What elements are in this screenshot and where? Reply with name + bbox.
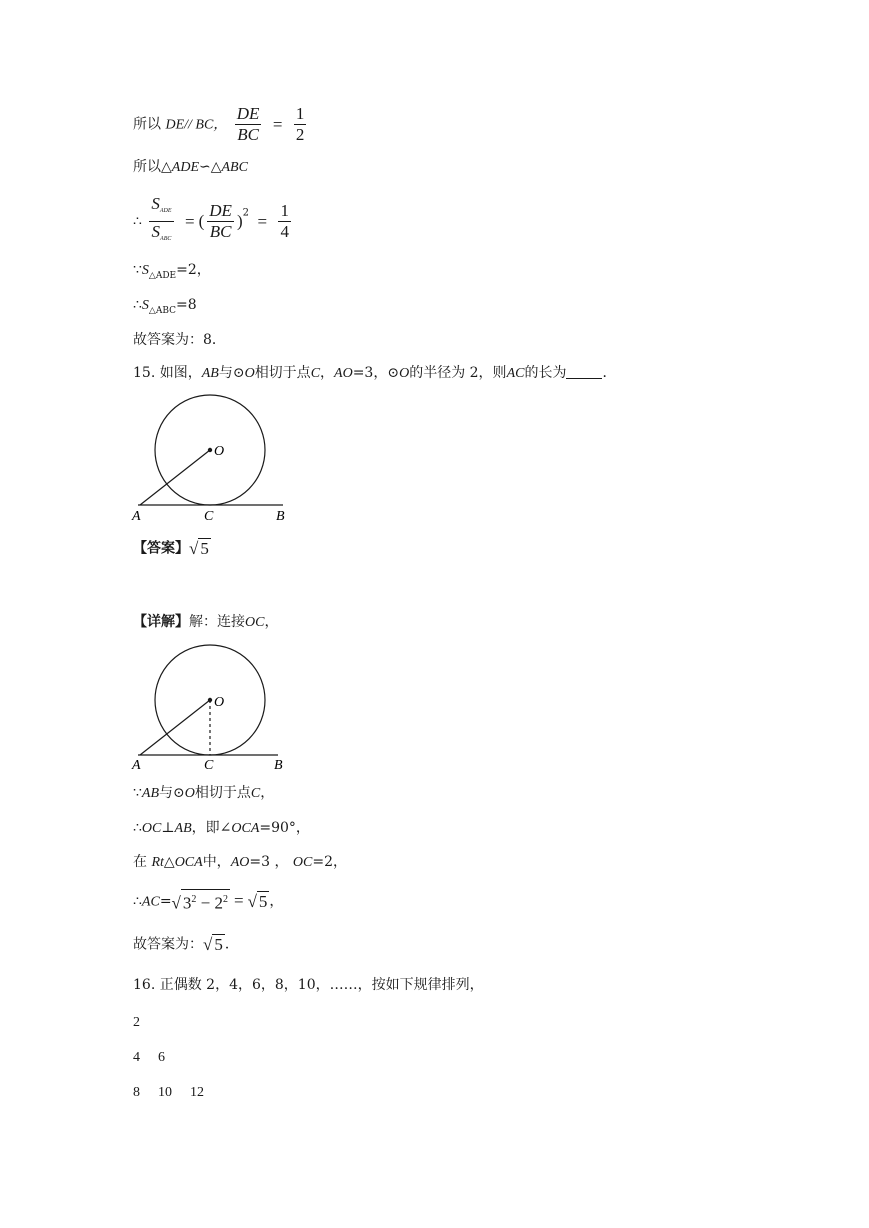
exponent: 2 [242,207,249,219]
figure-circle-tangent-oc [128,643,298,778]
answer-line-8 [133,330,226,350]
exponent: 2 [222,894,228,905]
equals-sign: = [257,211,268,231]
d-text: 在 [133,854,147,870]
center-point [208,698,212,702]
q-var: AB [201,366,219,381]
question-number: 15. [133,365,156,381]
d-text: ， [269,893,284,910]
sqrt-5: √ 5 [203,935,223,954]
label-c: C [204,758,214,773]
d-var: AB [141,786,160,801]
label-a: A [132,509,141,524]
equals-sign: = [272,114,283,134]
label-o: O [214,444,225,459]
detail-line [133,612,278,633]
therefore-sign: ∴ [133,297,142,313]
frac-den: 4 [280,222,289,241]
sqrt-5: √ 5 [189,539,209,558]
detail-label: 【详解】 [133,614,189,630]
radicand [181,889,230,914]
number-cell: 10 [158,1085,172,1100]
statement-similar-triangles [133,157,248,178]
q-var: AO [334,366,353,381]
base-3: 3 [182,893,192,913]
detail-var: OC [245,615,265,630]
detail-step-2 [133,818,310,839]
number-row-2 [133,1047,183,1068]
equals-sign: = [185,211,195,231]
detail-text: 解：连接 [189,614,245,630]
d-var: AC [141,894,160,910]
d-var: OCA [231,821,260,836]
area-sub: △ADE [148,271,177,281]
paren-close: ) [236,211,243,231]
label-b: B [274,758,283,773]
exponent: 2 [191,894,197,905]
q-text: ， [320,365,335,381]
frac-num: 1 [295,104,305,123]
q-text: 相切于点 [254,365,311,381]
q-text: 的长为 [524,365,567,381]
label-o: O [214,695,225,710]
q-var: O [399,366,410,381]
number-row-1 [133,1012,158,1033]
statement-de-parallel-bc [133,104,309,145]
fraction-de-bc [235,104,262,145]
frac-den: BC [237,125,259,144]
area-s: S [151,194,160,213]
therefore-sign: ∴ [133,820,142,836]
answer-line [133,538,211,559]
d-text: △ [163,854,175,870]
triangle-abc: ABC [221,160,248,175]
paren-open: ( [198,211,205,231]
d-text: ． [224,936,239,953]
because-sign: ∵ [133,785,142,801]
statement-area-ratio [133,194,294,249]
d-text: =3 ， [249,854,289,870]
d-text: =90°， [259,820,310,836]
d-text: 中， [202,854,231,870]
area-value: =2， [176,262,211,278]
d-var: AO [230,855,250,870]
fraction-one-half [294,104,307,145]
because-sign: ∵ [133,262,142,278]
d-text: ， [260,785,275,801]
area-s: S [141,298,149,313]
label-c: C [204,509,214,524]
d-var: OC [141,821,162,836]
radicand: 5 [200,539,209,558]
segment-ao [140,450,210,505]
figure-circle-tangent [128,392,298,527]
sqrt-5: √ 5 [247,891,268,911]
number-row-3 [133,1082,222,1103]
frac-num: DE [209,201,232,220]
question-number: 16. [133,977,156,993]
area-sub: ADE [159,208,172,214]
number-cell: 12 [190,1085,204,1100]
frac-den: BC [209,222,232,241]
area-sub: ABC [160,236,172,242]
question-15 [133,363,616,384]
perp-sign: ⊥ [161,820,175,836]
d-text: 相切于点 [194,785,251,801]
text-answer: 故答案为：8． [133,332,226,348]
frac-den: 2 [295,125,305,144]
answer-blank [566,364,602,379]
q-text: ． [602,365,617,381]
number-cell: 8 [133,1085,140,1100]
therefore-sign: ∴ [133,213,142,230]
label-a: A [132,758,141,773]
triangle-ade: ADE [171,160,199,175]
d-text: =2， [312,854,347,870]
q-var: AC [506,366,525,381]
statement-area-ade [133,260,211,286]
q-var: O [244,366,255,381]
q-var: C [310,366,321,381]
minus-sign: − [196,893,215,913]
answer-label: 【答案】 [133,540,189,557]
detail-step-3 [133,852,347,873]
center-point [208,448,212,452]
q-text: 的半径为 2，则 [409,365,507,381]
area-value: =8 [176,297,197,313]
d-text: ，即∠ [191,820,232,836]
area-s: S [141,263,149,278]
fraction-de-bc [207,201,234,242]
number-cell: 4 [133,1050,140,1065]
radicand: 5 [214,935,223,954]
frac-num: 1 [280,201,289,220]
sqrt-expression: √ $3^2 - 2^2$ [172,889,230,914]
text-so: 所以 [133,116,161,133]
d-text: 与⊙ [159,785,185,801]
detail-step-1 [133,783,274,804]
question-16 [133,975,484,995]
area-s: S [151,222,161,241]
q-text: 正偶数 2，4，6，8，10，……，按如下规律排列， [159,977,484,993]
area-sub: △ABC [148,306,177,316]
therefore-sign: ∴ [133,893,142,910]
fraction-one-quarter [278,201,291,242]
equals-sign: = [159,893,172,910]
statement-area-abc [133,295,197,321]
number-cell: 6 [158,1050,165,1065]
d-var: C [250,786,261,801]
detail-step-4 [133,889,283,914]
q-text: =3，⊙ [352,365,400,381]
detail-text: ， [264,614,279,630]
label-b: B [276,509,285,524]
fraction-area [149,194,173,249]
d-var: OCA [174,855,203,870]
d-var: AB [174,821,192,836]
equals-sign: = [233,891,244,911]
d-var: Rt [151,855,164,870]
d-var: O [184,786,195,801]
detail-answer [133,934,239,955]
radicand: 5 [258,891,268,911]
number-cell: 2 [133,1015,140,1030]
text-answer: 故答案为： [133,936,203,953]
frac-num [149,194,173,222]
d-var: OC [292,855,313,870]
similar-sign: ∽△ [199,159,222,175]
base-2: 2 [214,893,223,913]
q-text: 与⊙ [218,365,245,381]
frac-num: DE [236,104,260,123]
frac-den [149,222,173,249]
segment-ao [140,700,210,755]
q-text: 如图， [159,365,202,381]
text-de-parallel-bc: DE// BC， [165,117,228,133]
text-so-triangle: 所以△ [133,159,172,175]
